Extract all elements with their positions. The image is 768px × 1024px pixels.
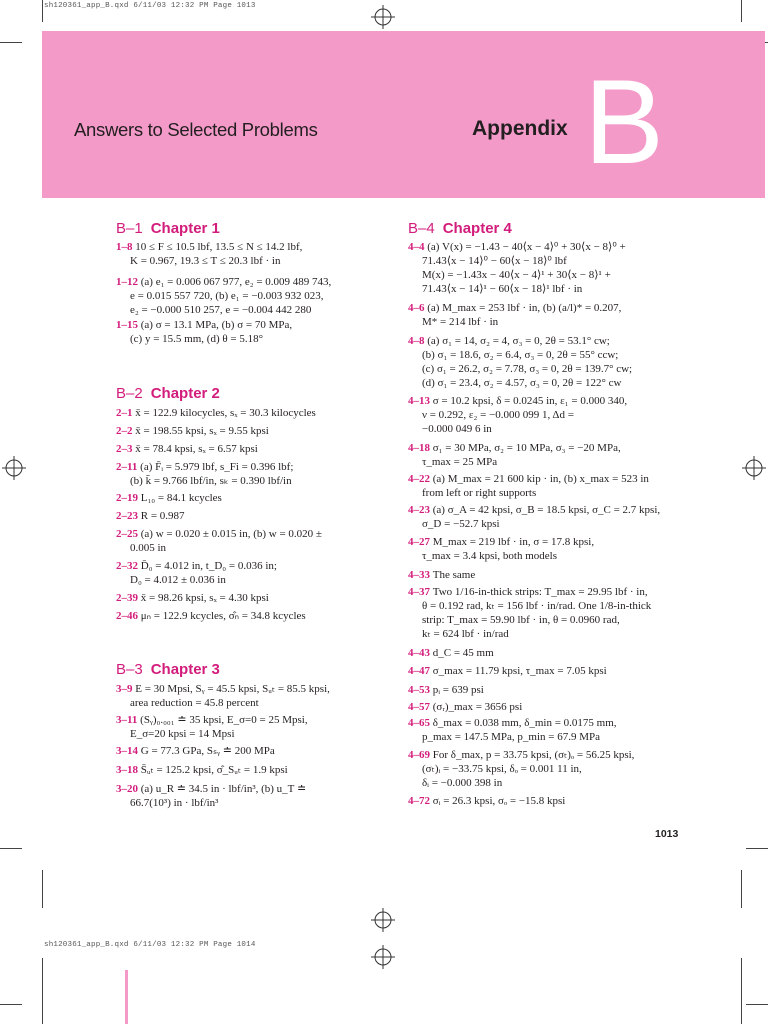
answer-entry	[408, 586, 648, 600]
answer-continuation: 66.7(10³) in · lbf/in³	[130, 796, 219, 809]
answer-text: (a) M_max = 253 lbf · in, (b) (a/l)* = 0.207,	[427, 302, 622, 314]
problem-number: 3–11	[116, 714, 141, 726]
crop-mark	[741, 870, 742, 908]
answer-entry	[408, 569, 475, 583]
answer-entry	[116, 276, 331, 290]
problem-number: 2–11	[116, 461, 141, 473]
problem-number: 4–53	[408, 684, 433, 696]
answer-text: (a) σ₁ = 14, σ₂ = 4, σ₃ = 0, 2θ = 53.1° cw;	[427, 335, 610, 347]
answer-entry	[408, 701, 522, 715]
crop-mark	[746, 848, 768, 849]
answer-entry	[408, 395, 627, 409]
answer-continuation: (b) σ₁ = 18.6, σ₂ = 6.4, σ₃ = 0, 2θ = 55° ccw;	[422, 348, 619, 361]
answer-entry	[116, 610, 306, 624]
answer-continuation: (d) σ₁ = 23.4, σ₂ = 4.57, σ₃ = 0, 2θ = 122° cw	[422, 376, 622, 389]
answer-text: E = 30 Mpsi, Sᵧ = 45.5 kpsi, Sᵤₜ = 85.5 kpsi,	[135, 683, 330, 695]
answer-entry	[116, 528, 322, 542]
slug-line-top: sh120361_app_B.qxd 6/11/03 12:32 PM Page 1013	[44, 2, 256, 10]
answer-text: x̄ = 122.9 kilocycles, sₓ = 30.3 kilocycles	[135, 407, 316, 419]
problem-number: 4–37	[408, 586, 433, 598]
answer-entry	[116, 510, 185, 524]
answer-entry	[408, 749, 634, 763]
problem-number: 4–18	[408, 442, 433, 454]
answer-continuation: −0.000 049 6 in	[422, 422, 492, 435]
answer-entry	[116, 714, 308, 728]
crop-mark	[0, 42, 22, 43]
problem-number: 3–9	[116, 683, 136, 695]
problem-number: 4–57	[408, 701, 433, 713]
answer-text: (a) σ_A = 42 kpsi, σ_B = 18.5 kpsi, σ_C = 2.7 kpsi,	[432, 504, 661, 516]
registration-mark-icon	[371, 908, 395, 932]
answer-text: 10 ≤ F ≤ 10.5 lbf, 13.5 ≤ N ≤ 14.2 lbf,	[135, 241, 303, 253]
answer-entry	[408, 665, 607, 679]
answer-entry	[408, 302, 621, 316]
problem-number: 2–3	[116, 443, 136, 455]
problem-number: 3–18	[116, 764, 141, 776]
answer-entry	[116, 241, 302, 255]
crop-mark	[746, 1004, 768, 1005]
problem-number: 4–47	[408, 665, 433, 677]
answer-continuation: ν = 0.292, ε₂ = −0.000 099 1, Δd =	[422, 408, 574, 421]
problem-number: 2–25	[116, 528, 141, 540]
answer-entry	[116, 443, 258, 457]
answer-continuation: D₀ = 4.012 ± 0.036 in	[130, 573, 226, 586]
appendix-letter: B	[584, 55, 665, 189]
section-heading-chapter-4: B–4 Chapter 4	[408, 220, 512, 237]
answer-entry	[408, 241, 626, 255]
answer-text: σ₁ = 30 MPa, σ₂ = 10 MPa, σ₃ = −20 MPa,	[432, 442, 621, 454]
answer-text: For δ_max, p = 33.75 kpsi, (σₜ)ₒ = 56.25 kpsi,	[432, 749, 635, 761]
problem-number: 4–22	[408, 473, 433, 485]
problem-number: 3–20	[116, 783, 141, 795]
problem-number: 2–2	[116, 425, 136, 437]
section-heading-chapter-3: B–3 Chapter 3	[116, 661, 220, 678]
answer-text: d_C = 45 mm	[432, 647, 494, 659]
answer-text: σᵢ = 26.3 kpsi, σₒ = −15.8 kpsi	[432, 795, 566, 807]
answer-text: (a) V(x) = −1.43 − 40⟨x − 4⟩⁰ + 30⟨x − 8⟩⁰ +	[427, 241, 626, 253]
answer-text: x̄ = 98.26 kpsi, sₓ = 4.30 kpsi	[140, 592, 269, 604]
answer-continuation: M* = 214 lbf · in	[422, 315, 499, 328]
answer-text: (σᵣ)_max = 3656 psi	[432, 701, 523, 713]
answer-entry	[408, 442, 621, 456]
answer-text: (a) σ = 13.1 MPa, (b) σ = 70 MPa,	[140, 319, 293, 331]
problem-number: 1–12	[116, 276, 141, 288]
problem-number: 2–46	[116, 610, 141, 622]
answer-text: The same	[432, 569, 476, 581]
answer-text: σ = 10.2 kpsi, δ = 0.0245 in, ε₁ = 0.000 340,	[432, 395, 628, 407]
crop-mark	[42, 0, 43, 22]
answer-entry	[116, 783, 306, 797]
answer-continuation: from left or right supports	[422, 486, 537, 499]
registration-mark-icon	[371, 5, 395, 29]
problem-number: 4–8	[408, 335, 428, 347]
answer-text: G = 77.3 GPa, Sₛᵧ ≐ 200 MPa	[140, 745, 275, 757]
answer-text: μₙ = 122.9 kcycles, σ̂ₙ = 34.8 kcycles	[140, 610, 306, 622]
answer-text: δ_max = 0.038 mm, δ_min = 0.0175 mm,	[432, 717, 617, 729]
answer-continuation: (σₜ)ᵢ = −33.75 kpsi, δₒ = 0.001 11 in,	[422, 762, 582, 775]
answer-entry	[408, 684, 484, 698]
answer-text: R = 0.987	[140, 510, 185, 522]
section-heading-chapter-2: B–2 Chapter 2	[116, 385, 220, 402]
crop-mark	[42, 958, 43, 1024]
answer-text: (a) F̄ᵢ = 5.979 lbf, s_Fi = 0.396 lbf;	[140, 461, 294, 473]
answer-text: (a) w = 0.020 ± 0.015 in, (b) w = 0.020 ±	[140, 528, 322, 540]
problem-number: 1–8	[116, 241, 136, 253]
answer-continuation: strip: T_max = 59.90 lbf · in, θ = 0.0960 rad,	[422, 613, 620, 626]
answer-continuation: (c) y = 15.5 mm, (d) θ = 5.18°	[130, 332, 263, 345]
answer-text: (Sᵧ)₀.₀₀₁ ≐ 35 kpsi, E_σ=0 = 25 Mpsi,	[140, 714, 308, 726]
answer-entry	[116, 492, 222, 506]
answer-continuation: δᵢ = −0.000 398 in	[422, 776, 503, 789]
problem-number: 4–23	[408, 504, 433, 516]
problem-number: 2–1	[116, 407, 136, 419]
answer-text: (a) M_max = 21 600 kip · in, (b) x_max = 523 in	[432, 473, 649, 485]
answer-continuation: p_max = 147.5 MPa, p_min = 67.9 MPa	[422, 730, 601, 743]
problem-number: 4–27	[408, 536, 433, 548]
answer-entry	[116, 764, 288, 778]
next-page-banner-edge	[125, 970, 128, 1024]
problem-number: 2–19	[116, 492, 141, 504]
answer-continuation: K = 0.967, 19.3 ≤ T ≤ 20.3 lbf · in	[130, 254, 281, 267]
answer-continuation: σ_D = −52.7 kpsi	[422, 517, 500, 530]
problem-number: 4–4	[408, 241, 428, 253]
answer-entry	[408, 335, 610, 349]
answer-text: x̄ = 198.55 kpsi, sₓ = 9.55 kpsi	[135, 425, 269, 437]
answer-continuation: (c) σ₁ = 26.2, σ₂ = 7.78, σ₃ = 0, 2θ = 139.7° cw;	[422, 362, 633, 375]
answer-continuation: e = 0.015 557 720, (b) e₁ = −0.003 932 023,	[130, 289, 324, 302]
answer-continuation: 71.43⟨x − 14⟩¹ − 60⟨x − 18⟩¹ lbf · in	[422, 282, 583, 295]
answer-continuation: τ_max = 3.4 kpsi, both models	[422, 549, 557, 562]
answer-entry	[408, 795, 565, 809]
answer-continuation: M(x) = −1.43x − 40⟨x − 4⟩¹ + 30⟨x − 8⟩¹ +	[422, 268, 611, 281]
answer-entry	[116, 461, 293, 475]
crop-mark	[741, 958, 742, 1024]
crop-mark	[0, 1004, 22, 1005]
answer-text: x̄ = 78.4 kpsi, sₓ = 6.57 kpsi	[135, 443, 258, 455]
answer-continuation: 71.43⟨x − 14⟩⁰ − 60⟨x − 18⟩⁰ lbf	[422, 254, 567, 267]
problem-number: 3–14	[116, 745, 141, 757]
answer-text: (a) u_R ≐ 34.5 in · lbf/in³, (b) u_T ≐	[140, 783, 307, 795]
problem-number: 2–32	[116, 560, 141, 572]
answer-continuation: θ = 0.192 rad, kₜ = 156 lbf · in/rad. One 1/8-in-thick	[422, 599, 652, 612]
answer-text: L₁₀ = 84.1 kcycles	[140, 492, 222, 504]
crop-mark	[0, 848, 22, 849]
problem-number: 2–23	[116, 510, 141, 522]
answer-text: S̄ᵤₜ = 125.2 kpsi, σ̂_Sᵤₜ = 1.9 kpsi	[140, 764, 288, 776]
answer-continuation: area reduction = 45.8 percent	[130, 696, 259, 709]
answer-entry	[116, 319, 292, 333]
answer-continuation: 0.005 in	[130, 541, 167, 554]
answer-continuation: e₂ = −0.000 510 257, e = −0.004 442 280	[130, 303, 312, 316]
appendix-label: Appendix	[472, 117, 568, 140]
answer-entry	[116, 592, 269, 606]
registration-mark-icon	[371, 945, 395, 969]
answer-entry	[408, 647, 494, 661]
crop-mark	[42, 870, 43, 908]
section-heading-chapter-1: B–1 Chapter 1	[116, 220, 220, 237]
registration-mark-icon	[2, 456, 26, 480]
answer-text: (a) e₁ = 0.006 067 977, e₂ = 0.009 489 743,	[140, 276, 332, 288]
problem-number: 1–15	[116, 319, 141, 331]
answer-entry	[116, 425, 269, 439]
answer-entry	[116, 683, 330, 697]
answer-continuation: kₜ = 624 lbf · in/rad	[422, 627, 509, 640]
crop-mark	[741, 0, 742, 22]
answer-entry	[408, 536, 594, 550]
answer-entry	[116, 560, 277, 574]
answer-entry	[408, 473, 649, 487]
answer-continuation: E_σ=20 kpsi = 14 Mpsi	[130, 727, 235, 740]
answer-continuation: (b) k̄ = 9.766 lbf/in, sₖ = 0.390 lbf/in	[130, 474, 292, 487]
problem-number: 4–72	[408, 795, 433, 807]
answer-text: σ_max = 11.79 kpsi, τ_max = 7.05 kpsi	[432, 665, 607, 677]
problem-number: 4–33	[408, 569, 433, 581]
problem-number: 4–6	[408, 302, 428, 314]
slug-line-bottom: sh120361_app_B.qxd 6/11/03 12:32 PM Page 1014	[44, 941, 256, 949]
answer-text: pᵢ = 639 psi	[432, 684, 484, 696]
answer-text: Two 1/16-in-thick strips: T_max = 29.95 lbf · in,	[432, 586, 648, 598]
answer-entry	[408, 717, 617, 731]
answer-entry	[116, 407, 316, 421]
banner-subtitle: Answers to Selected Problems	[74, 119, 318, 140]
problem-number: 4–13	[408, 395, 433, 407]
answer-entry	[116, 745, 275, 759]
answer-text: M_max = 219 lbf · in, σ = 17.8 kpsi,	[432, 536, 595, 548]
registration-mark-icon	[742, 456, 766, 480]
answer-text: D̄₀ = 4.012 in, t_D₀ = 0.036 in;	[140, 560, 277, 572]
problem-number: 4–43	[408, 647, 433, 659]
problem-number: 4–65	[408, 717, 433, 729]
problem-number: 4–69	[408, 749, 433, 761]
page-number: 1013	[655, 828, 679, 840]
answer-continuation: τ_max = 25 MPa	[422, 455, 498, 468]
problem-number: 2–39	[116, 592, 141, 604]
answer-entry	[408, 504, 660, 518]
